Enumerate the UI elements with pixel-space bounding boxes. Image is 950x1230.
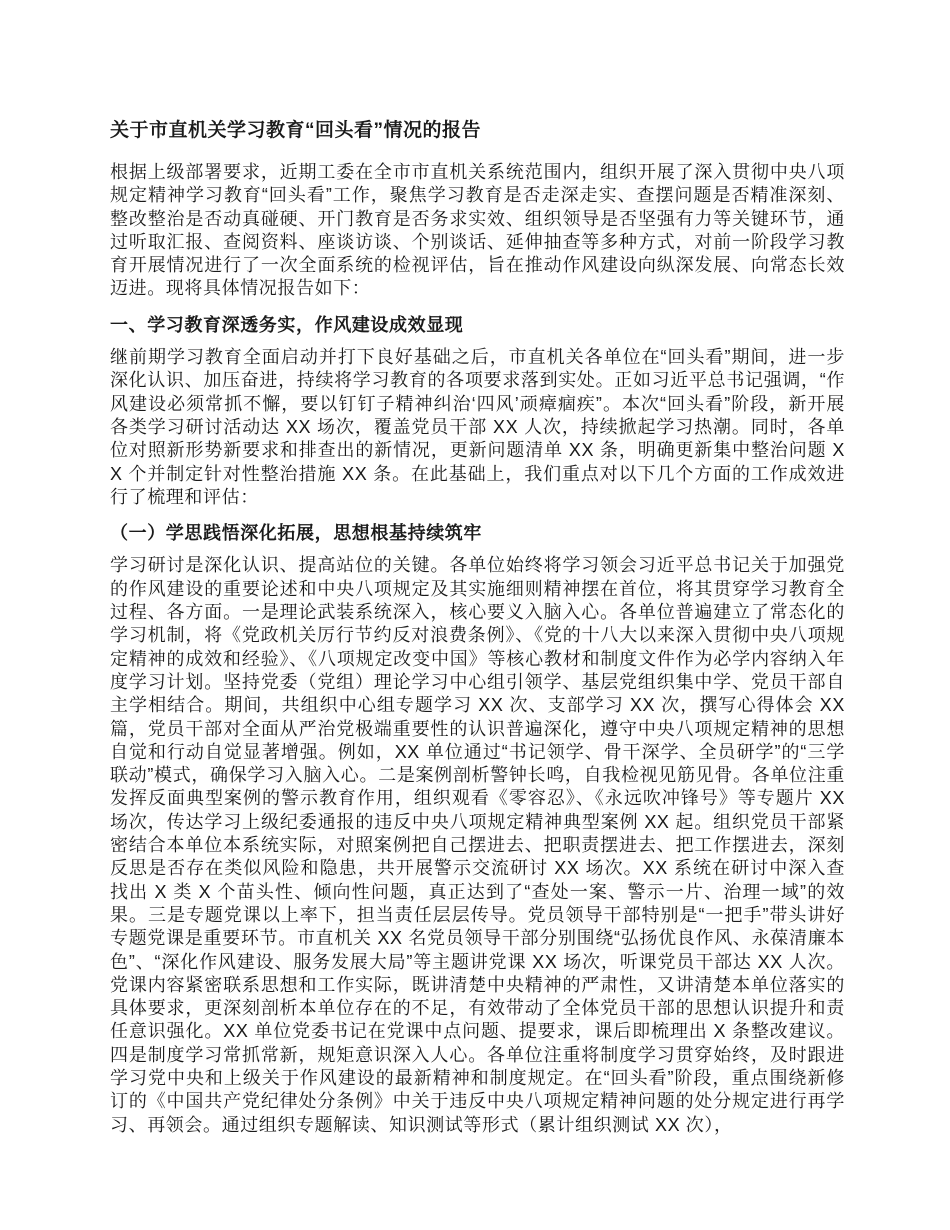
- section-1-overview-paragraph: 继前期学习教育全面启动并打下良好基础之后，市直机关各单位在“回头看”期间，进一步深化认识、加压奋进，持续将学习教育的各项要求落到实处。正如习近平总书记强调，“作风建设必须常抓不懈，要以钉钉子精神纠治‘四风’顽瘴痼疾”。本次“回头看”阶段，新开展各类学习研讨活动达 XX 场次，覆盖党员干部 XX 人次，持续掀起学习热潮。同时，各单位对照新形势新要求和排查出的新情况，更新问题清单 XX 条，明确更新集中整治问题 XX 个并制定针对性整治措施 XX 条。在此基础上，我们重点对以下几个方面的工作成效进行了梳理和评估：: [110, 347, 845, 507]
- section-1-heading: 一、学习教育深透务实，作风建设成效显现: [110, 314, 464, 335]
- subsection-1-1-paragraph: 学习研讨是深化认识、提高站位的关键。各单位始终将学习领会习近平总书记关于加强党的作风建设的重要论述和中央八项规定及其实施细则精神摆在首位，将其贯穿学习教育全过程、各方面。一是理论武装系统深入，核心要义入脑入心。各单位普遍建立了常态化的学习机制，将《党政机关厉行节约反对浪费条例》、《党的十八大以来深入贯彻中央八项规定精神的成效和经验》、《八项规定改变中国》等核心教材和制度文件作为必学内容纳入年度学习计划。坚持党委（党组）理论学习中心组引领学、基层党组织集中学、党员干部自主学相结合。期间，共组织中心组专题学习 XX 次、支部学习 XX 次，撰写心得体会 XX 篇，党员干部对全面从严治党极端重要性的认识普遍深化，遵守中央八项规定精神的思想自觉和行动自觉显著增强。例如，XX 单位通过“书记领学、骨干深学、全员研学”的“三学联动”模式，确保学习入脑入心。二是案例剖析警钟长鸣，自我检视见筋见骨。各单位注重发挥反面典型案例的警示教育作用，组织观看《零容忍》、《永远吹冲锋号》等专题片 XX 场次，传达学习上级纪委通报的违反中央八项规定精神典型案例 XX 起。组织党员干部紧密结合本单位本系统实际，对照案例把自己摆进去、把职责摆进去、把工作摆进去，深刻反思是否存在类似风险和隐患，共开展警示交流研讨 XX 场次。XX 系统在研讨中深入查找出 X 类 X 个苗头性、倾向性问题，真正达到了“查处一案、警示一片、治理一域”的效果。三是专题党课以上率下，担当责任层层传导。党员领导干部特别是“一把手”带头讲好专题党课是重要环节。市直机关 XX 名党员领导干部分别围绕“弘扬优良作风、永葆清廉本色”、“深化作风建设、服务发展大局”等主题讲党课 XX 场次，听课党员干部达 XX 人次。党课内容紧密联系思想和工作实际，既讲清楚中央精神的严肃性，又讲清楚本单位落实的具体要求，更深刻剖析本单位存在的不足，有效带动了全体党员干部的思想认识提升和责任意识强化。XX 单位党委书记在党课中点问题、提要求，课后即梳理出 X 条整改建议。四是制度学习常抓常新，规矩意识深入人心。各单位注重将制度学习贯穿始终，及时跟进学习党中央和上级关于作风建设的最新精神和制度规定。在“回头看”阶段，重点围绕新修订的《中国共产党纪律处分条例》中关于违反中央八项规定精神问题的处分规定进行再学习、再领会。通过组织专题解读、知识测试等形式（累计组织测试 XX 次），: [110, 555, 845, 1135]
- subsection-1-1-heading: （一）学思践悟深化拓展，思想根基持续筑牢: [110, 523, 482, 544]
- intro-paragraph: 根据上级部署要求，近期工委在全市市直机关系统范围内，组织开展了深入贯彻中央八项规定精神学习教育“回头看”工作，聚焦学习教育是否走深走实、查摆问题是否精准深刻、整改整治是否动真碰硬、开门教育是否务求实效、组织领导是否坚强有力等关键环节，通过听取汇报、查阅资料、座谈访谈、个别谈话、延伸抽查等多种方式，对前一阶段学习教育开展情况进行了一次全面系统的检视评估，旨在推动作风建设向纵深发展、向常态长效迈进。现将具体情况报告如下：: [110, 162, 845, 299]
- document-title: 关于市直机关学习教育“回头看”情况的报告: [110, 120, 482, 141]
